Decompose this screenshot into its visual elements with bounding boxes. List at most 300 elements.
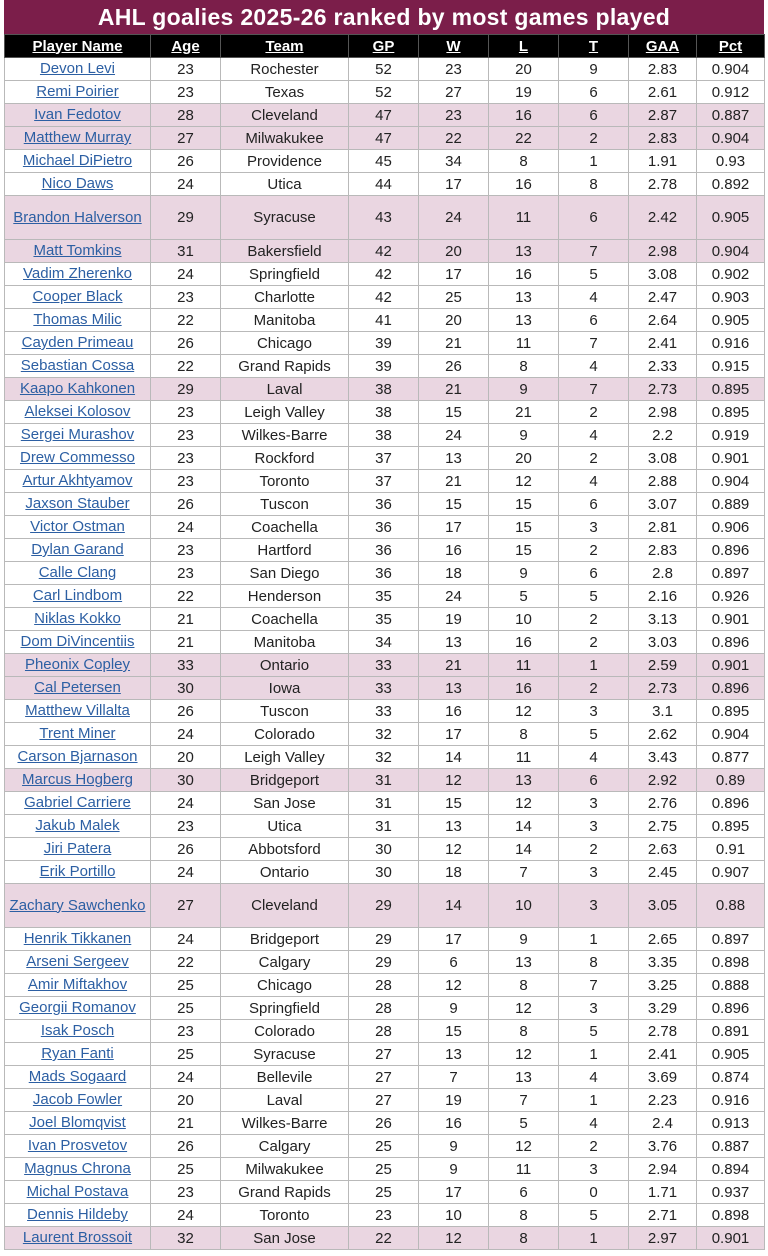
player-name-cell bbox=[5, 1112, 151, 1135]
l-cell: 19 bbox=[489, 81, 559, 104]
table-row bbox=[5, 792, 765, 815]
player-name-cell bbox=[5, 263, 151, 286]
team-cell: Leigh Valley bbox=[221, 401, 349, 424]
team-cell: Colorado bbox=[221, 723, 349, 746]
w-cell: 19 bbox=[419, 608, 489, 631]
team-cell: Wilkes-Barre bbox=[221, 424, 349, 447]
l-cell: 16 bbox=[489, 677, 559, 700]
l-cell: 13 bbox=[489, 286, 559, 309]
gaa-cell: 2.83 bbox=[629, 539, 697, 562]
gp-cell: 37 bbox=[349, 447, 419, 470]
column-header-pct[interactable]: Pct bbox=[697, 35, 765, 58]
gp-cell: 29 bbox=[349, 928, 419, 951]
player-link[interactable]: Victor Ostman bbox=[30, 518, 125, 535]
player-link[interactable]: Devon Levi bbox=[39, 60, 116, 77]
player-name-cell bbox=[5, 700, 151, 723]
gp-cell: 32 bbox=[349, 746, 419, 769]
player-link[interactable]: Erik Portillo bbox=[39, 863, 116, 880]
age-cell: 26 bbox=[151, 493, 221, 516]
w-cell: 20 bbox=[419, 309, 489, 332]
player-link[interactable]: Thomas Milic bbox=[33, 311, 122, 328]
l-cell: 9 bbox=[489, 928, 559, 951]
player-link[interactable]: Magnus Chrona bbox=[24, 1160, 131, 1177]
gaa-cell: 3.76 bbox=[629, 1135, 697, 1158]
table-row bbox=[5, 974, 765, 997]
gaa-cell: 3.29 bbox=[629, 997, 697, 1020]
t-cell: 5 bbox=[559, 585, 629, 608]
player-name-cell bbox=[5, 723, 151, 746]
pct-cell: 0.903 bbox=[697, 286, 765, 309]
pct-cell: 0.93 bbox=[697, 150, 765, 173]
column-header-gp[interactable]: GP bbox=[349, 35, 419, 58]
team-cell: Manitoba bbox=[221, 631, 349, 654]
l-cell: 16 bbox=[489, 104, 559, 127]
age-cell: 24 bbox=[151, 263, 221, 286]
l-cell: 8 bbox=[489, 355, 559, 378]
pct-cell: 0.895 bbox=[697, 700, 765, 723]
pct-cell: 0.904 bbox=[697, 58, 765, 81]
table-row bbox=[5, 997, 765, 1020]
gp-cell: 38 bbox=[349, 378, 419, 401]
gp-cell: 29 bbox=[349, 884, 419, 928]
gaa-cell: 2.76 bbox=[629, 792, 697, 815]
age-cell: 23 bbox=[151, 58, 221, 81]
table-row bbox=[5, 355, 765, 378]
t-cell: 7 bbox=[559, 240, 629, 263]
age-cell: 24 bbox=[151, 861, 221, 884]
pct-cell: 0.926 bbox=[697, 585, 765, 608]
l-cell: 15 bbox=[489, 539, 559, 562]
player-link[interactable]: Ryan Fanti bbox=[41, 1045, 114, 1062]
player-link[interactable]: Dom DiVincentiis bbox=[20, 633, 135, 650]
gaa-cell: 2.33 bbox=[629, 355, 697, 378]
t-cell: 2 bbox=[559, 1135, 629, 1158]
gaa-cell: 3.13 bbox=[629, 608, 697, 631]
player-link[interactable]: Michael DiPietro bbox=[22, 152, 133, 169]
player-name-cell bbox=[5, 309, 151, 332]
age-cell: 20 bbox=[151, 746, 221, 769]
age-cell: 24 bbox=[151, 173, 221, 196]
player-link[interactable]: Sebastian Cossa bbox=[20, 357, 135, 374]
w-cell: 16 bbox=[419, 539, 489, 562]
gp-cell: 44 bbox=[349, 173, 419, 196]
player-link[interactable]: Matthew Murray bbox=[23, 129, 132, 146]
table-row bbox=[5, 838, 765, 861]
w-cell: 9 bbox=[419, 997, 489, 1020]
player-link[interactable]: Arseni Sergeev bbox=[26, 953, 129, 970]
w-cell: 20 bbox=[419, 240, 489, 263]
table-row bbox=[5, 263, 765, 286]
column-header-age: Age bbox=[151, 35, 221, 58]
w-cell: 17 bbox=[419, 723, 489, 746]
player-name-cell bbox=[5, 332, 151, 355]
table-row bbox=[5, 1227, 765, 1250]
w-cell: 15 bbox=[419, 792, 489, 815]
gp-cell: 42 bbox=[349, 286, 419, 309]
player-link[interactable]: Zachary Sawchenko bbox=[9, 896, 146, 914]
player-link[interactable]: Trent Miner bbox=[39, 725, 116, 742]
table-row bbox=[5, 401, 765, 424]
t-cell: 4 bbox=[559, 424, 629, 447]
table-row bbox=[5, 378, 765, 401]
w-cell: 34 bbox=[419, 150, 489, 173]
player-name-cell bbox=[5, 562, 151, 585]
table-row bbox=[5, 539, 765, 562]
table-row bbox=[5, 654, 765, 677]
team-cell: San Diego bbox=[221, 562, 349, 585]
pct-cell: 0.887 bbox=[697, 104, 765, 127]
table-body bbox=[5, 58, 765, 1250]
table-row bbox=[5, 470, 765, 493]
l-cell: 21 bbox=[489, 401, 559, 424]
player-link[interactable]: Michal Postava bbox=[26, 1183, 129, 1200]
gp-cell: 36 bbox=[349, 493, 419, 516]
t-cell: 3 bbox=[559, 997, 629, 1020]
gaa-cell: 3.08 bbox=[629, 447, 697, 470]
gp-cell: 31 bbox=[349, 815, 419, 838]
player-link[interactable]: Calle Clang bbox=[38, 564, 117, 581]
player-link[interactable]: Joel Blomqvist bbox=[29, 1114, 126, 1131]
player-link[interactable]: Carson Bjarnason bbox=[17, 748, 138, 765]
age-cell: 32 bbox=[151, 1227, 221, 1250]
pct-cell: 0.904 bbox=[697, 240, 765, 263]
pct-cell: 0.905 bbox=[697, 1043, 765, 1066]
age-cell: 22 bbox=[151, 355, 221, 378]
w-cell: 12 bbox=[419, 769, 489, 792]
pct-cell: 0.904 bbox=[697, 470, 765, 493]
table-row bbox=[5, 746, 765, 769]
pct-cell: 0.901 bbox=[697, 608, 765, 631]
player-link[interactable]: Remi Poirier bbox=[36, 83, 119, 100]
team-cell: Utica bbox=[221, 173, 349, 196]
t-cell: 0 bbox=[559, 1181, 629, 1204]
t-cell: 3 bbox=[559, 792, 629, 815]
player-link[interactable]: Vadim Zherenko bbox=[23, 265, 132, 282]
gp-cell: 23 bbox=[349, 1204, 419, 1227]
age-cell: 24 bbox=[151, 1066, 221, 1089]
table-row bbox=[5, 424, 765, 447]
l-cell: 13 bbox=[489, 309, 559, 332]
player-link[interactable]: Matthew Villalta bbox=[25, 702, 130, 719]
gaa-cell: 3.1 bbox=[629, 700, 697, 723]
t-cell: 1 bbox=[559, 1227, 629, 1250]
pct-cell: 0.891 bbox=[697, 1020, 765, 1043]
gp-cell: 36 bbox=[349, 516, 419, 539]
w-cell: 21 bbox=[419, 470, 489, 493]
player-link[interactable]: Cal Petersen bbox=[34, 679, 121, 696]
l-cell: 13 bbox=[489, 240, 559, 263]
age-cell: 23 bbox=[151, 81, 221, 104]
gaa-cell: 2.4 bbox=[629, 1112, 697, 1135]
team-cell: Syracuse bbox=[221, 196, 349, 240]
age-cell: 23 bbox=[151, 470, 221, 493]
w-cell: 23 bbox=[419, 104, 489, 127]
w-cell: 10 bbox=[419, 1204, 489, 1227]
pct-cell: 0.913 bbox=[697, 1112, 765, 1135]
gp-cell: 38 bbox=[349, 401, 419, 424]
l-cell: 13 bbox=[489, 769, 559, 792]
table-row bbox=[5, 150, 765, 173]
pct-cell: 0.901 bbox=[697, 654, 765, 677]
column-header-player-name[interactable]: Player Name bbox=[5, 35, 151, 58]
w-cell: 24 bbox=[419, 585, 489, 608]
gaa-cell: 2.98 bbox=[629, 401, 697, 424]
player-name-cell bbox=[5, 951, 151, 974]
team-cell: Utica bbox=[221, 815, 349, 838]
player-name-cell bbox=[5, 104, 151, 127]
gp-cell: 42 bbox=[349, 240, 419, 263]
player-link[interactable]: Matt Tomkins bbox=[33, 242, 122, 259]
l-cell: 7 bbox=[489, 861, 559, 884]
table-row bbox=[5, 81, 765, 104]
player-link[interactable]: Marcus Hogberg bbox=[22, 771, 133, 788]
team-cell: Bridgeport bbox=[221, 928, 349, 951]
page-title: AHL goalies 2025-26 ranked by most games played bbox=[4, 0, 764, 34]
player-link[interactable]: Artur Akhtyamov bbox=[22, 472, 133, 489]
w-cell: 23 bbox=[419, 58, 489, 81]
w-cell: 13 bbox=[419, 1043, 489, 1066]
player-name-cell bbox=[5, 150, 151, 173]
pct-cell: 0.904 bbox=[697, 723, 765, 746]
team-cell: Milwakukee bbox=[221, 1158, 349, 1181]
player-name-cell bbox=[5, 378, 151, 401]
w-cell: 15 bbox=[419, 401, 489, 424]
gaa-cell: 2.47 bbox=[629, 286, 697, 309]
team-cell: Henderson bbox=[221, 585, 349, 608]
team-cell: Colorado bbox=[221, 1020, 349, 1043]
player-link[interactable]: Ivan Prosvetov bbox=[27, 1137, 128, 1154]
player-link[interactable]: Pheonix Copley bbox=[24, 656, 131, 673]
gp-cell: 33 bbox=[349, 677, 419, 700]
table-row bbox=[5, 951, 765, 974]
table-row bbox=[5, 309, 765, 332]
gaa-cell: 2.2 bbox=[629, 424, 697, 447]
player-link[interactable]: Henrik Tikkanen bbox=[23, 930, 132, 947]
age-cell: 24 bbox=[151, 928, 221, 951]
t-cell: 8 bbox=[559, 173, 629, 196]
t-cell: 2 bbox=[559, 447, 629, 470]
table-row bbox=[5, 1158, 765, 1181]
column-header-w[interactable]: W bbox=[419, 35, 489, 58]
t-cell: 1 bbox=[559, 654, 629, 677]
w-cell: 17 bbox=[419, 263, 489, 286]
table-row bbox=[5, 608, 765, 631]
player-link[interactable]: Jacob Fowler bbox=[32, 1091, 123, 1108]
age-cell: 21 bbox=[151, 1112, 221, 1135]
w-cell: 18 bbox=[419, 562, 489, 585]
gp-cell: 37 bbox=[349, 470, 419, 493]
column-header-l[interactable]: L bbox=[489, 35, 559, 58]
l-cell: 13 bbox=[489, 1066, 559, 1089]
l-cell: 14 bbox=[489, 838, 559, 861]
pct-cell: 0.895 bbox=[697, 815, 765, 838]
player-name-cell bbox=[5, 677, 151, 700]
l-cell: 10 bbox=[489, 884, 559, 928]
gaa-cell: 2.98 bbox=[629, 240, 697, 263]
gaa-cell: 2.97 bbox=[629, 1227, 697, 1250]
player-link[interactable]: Isak Posch bbox=[40, 1022, 115, 1039]
t-cell: 5 bbox=[559, 263, 629, 286]
player-link[interactable]: Laurent Brossoit bbox=[22, 1229, 133, 1246]
l-cell: 13 bbox=[489, 951, 559, 974]
pct-cell: 0.896 bbox=[697, 631, 765, 654]
player-name-cell bbox=[5, 1020, 151, 1043]
gp-cell: 33 bbox=[349, 700, 419, 723]
age-cell: 23 bbox=[151, 1020, 221, 1043]
pct-cell: 0.89 bbox=[697, 769, 765, 792]
column-header-t[interactable]: T bbox=[559, 35, 629, 58]
gaa-cell: 2.41 bbox=[629, 1043, 697, 1066]
pct-cell: 0.896 bbox=[697, 677, 765, 700]
t-cell: 5 bbox=[559, 1020, 629, 1043]
gaa-cell: 3.35 bbox=[629, 951, 697, 974]
player-link[interactable]: Ivan Fedotov bbox=[34, 106, 121, 123]
age-cell: 30 bbox=[151, 677, 221, 700]
gp-cell: 30 bbox=[349, 861, 419, 884]
pct-cell: 0.901 bbox=[697, 1227, 765, 1250]
column-header-gaa[interactable]: GAA bbox=[629, 35, 697, 58]
t-cell: 4 bbox=[559, 286, 629, 309]
pct-cell: 0.937 bbox=[697, 1181, 765, 1204]
gaa-cell: 2.41 bbox=[629, 332, 697, 355]
player-name-cell bbox=[5, 1158, 151, 1181]
l-cell: 11 bbox=[489, 746, 559, 769]
team-cell: Tuscon bbox=[221, 493, 349, 516]
gaa-cell: 2.83 bbox=[629, 127, 697, 150]
t-cell: 2 bbox=[559, 631, 629, 654]
player-link[interactable]: Carl Lindbom bbox=[32, 587, 123, 604]
team-cell: Toronto bbox=[221, 470, 349, 493]
age-cell: 28 bbox=[151, 104, 221, 127]
pct-cell: 0.877 bbox=[697, 746, 765, 769]
team-cell: Bakersfield bbox=[221, 240, 349, 263]
team-cell: Manitoba bbox=[221, 309, 349, 332]
player-link[interactable]: Kaapo Kahkonen bbox=[19, 380, 136, 397]
player-link[interactable]: Dennis Hildeby bbox=[27, 1206, 128, 1223]
age-cell: 26 bbox=[151, 1135, 221, 1158]
player-link[interactable]: Amir Miftakhov bbox=[27, 976, 128, 993]
t-cell: 6 bbox=[559, 81, 629, 104]
t-cell: 8 bbox=[559, 951, 629, 974]
t-cell: 7 bbox=[559, 974, 629, 997]
gp-cell: 25 bbox=[349, 1158, 419, 1181]
gaa-cell: 3.69 bbox=[629, 1066, 697, 1089]
player-link[interactable]: Drew Commesso bbox=[19, 449, 136, 466]
age-cell: 26 bbox=[151, 838, 221, 861]
pct-cell: 0.912 bbox=[697, 81, 765, 104]
player-name-cell bbox=[5, 861, 151, 884]
player-link[interactable]: Aleksei Kolosov bbox=[24, 403, 131, 420]
gaa-cell: 2.61 bbox=[629, 81, 697, 104]
table-row bbox=[5, 861, 765, 884]
player-link[interactable]: Niklas Kokko bbox=[34, 610, 121, 627]
t-cell: 2 bbox=[559, 539, 629, 562]
l-cell: 5 bbox=[489, 1112, 559, 1135]
player-link[interactable]: Mads Sogaard bbox=[28, 1068, 127, 1085]
gp-cell: 27 bbox=[349, 1043, 419, 1066]
table-row bbox=[5, 769, 765, 792]
team-cell: San Jose bbox=[221, 1227, 349, 1250]
pct-cell: 0.904 bbox=[697, 127, 765, 150]
table-row bbox=[5, 332, 765, 355]
t-cell: 6 bbox=[559, 493, 629, 516]
l-cell: 6 bbox=[489, 1181, 559, 1204]
player-link[interactable]: Sergei Murashov bbox=[20, 426, 135, 443]
page bbox=[4, 0, 764, 1250]
age-cell: 25 bbox=[151, 1043, 221, 1066]
header-row bbox=[5, 35, 765, 58]
player-name-cell bbox=[5, 838, 151, 861]
team-cell: Grand Rapids bbox=[221, 1181, 349, 1204]
player-link[interactable]: Georgii Romanov bbox=[19, 999, 136, 1016]
l-cell: 11 bbox=[489, 196, 559, 240]
player-name-cell bbox=[5, 1043, 151, 1066]
gaa-cell: 3.25 bbox=[629, 974, 697, 997]
gp-cell: 28 bbox=[349, 974, 419, 997]
table-row bbox=[5, 286, 765, 309]
age-cell: 25 bbox=[151, 1158, 221, 1181]
l-cell: 12 bbox=[489, 997, 559, 1020]
player-link[interactable]: Dylan Garand bbox=[31, 541, 124, 558]
gaa-cell: 2.16 bbox=[629, 585, 697, 608]
player-link[interactable]: Nico Daws bbox=[41, 175, 114, 192]
player-name-cell bbox=[5, 516, 151, 539]
player-link[interactable]: Jaxson Stauber bbox=[25, 495, 130, 512]
w-cell: 6 bbox=[419, 951, 489, 974]
age-cell: 23 bbox=[151, 401, 221, 424]
age-cell: 23 bbox=[151, 424, 221, 447]
age-cell: 27 bbox=[151, 127, 221, 150]
t-cell: 3 bbox=[559, 884, 629, 928]
team-cell: Springfield bbox=[221, 997, 349, 1020]
table-row bbox=[5, 700, 765, 723]
l-cell: 22 bbox=[489, 127, 559, 150]
player-link[interactable]: Jiri Patera bbox=[43, 840, 112, 857]
w-cell: 24 bbox=[419, 424, 489, 447]
team-cell: Cleveland bbox=[221, 884, 349, 928]
player-link[interactable]: Gabriel Carriere bbox=[24, 794, 131, 811]
age-cell: 31 bbox=[151, 240, 221, 263]
team-cell: Rochester bbox=[221, 58, 349, 81]
gaa-cell: 1.71 bbox=[629, 1181, 697, 1204]
player-link[interactable]: Jakub Malek bbox=[35, 817, 120, 834]
table-row bbox=[5, 1020, 765, 1043]
age-cell: 23 bbox=[151, 539, 221, 562]
table-row bbox=[5, 1066, 765, 1089]
player-name-cell bbox=[5, 539, 151, 562]
player-name-cell bbox=[5, 1066, 151, 1089]
w-cell: 13 bbox=[419, 677, 489, 700]
l-cell: 12 bbox=[489, 1135, 559, 1158]
player-link[interactable]: Brandon Halverson bbox=[13, 208, 142, 226]
table-row bbox=[5, 585, 765, 608]
w-cell: 15 bbox=[419, 493, 489, 516]
team-cell: Milwakukee bbox=[221, 127, 349, 150]
age-cell: 20 bbox=[151, 1089, 221, 1112]
player-link[interactable]: Cooper Black bbox=[32, 288, 123, 305]
gp-cell: 31 bbox=[349, 769, 419, 792]
goalie-table bbox=[4, 34, 765, 1250]
l-cell: 11 bbox=[489, 332, 559, 355]
pct-cell: 0.916 bbox=[697, 1089, 765, 1112]
w-cell: 18 bbox=[419, 861, 489, 884]
pct-cell: 0.895 bbox=[697, 401, 765, 424]
player-name-cell bbox=[5, 286, 151, 309]
w-cell: 14 bbox=[419, 884, 489, 928]
w-cell: 27 bbox=[419, 81, 489, 104]
gp-cell: 52 bbox=[349, 81, 419, 104]
player-link[interactable]: Cayden Primeau bbox=[21, 334, 134, 351]
